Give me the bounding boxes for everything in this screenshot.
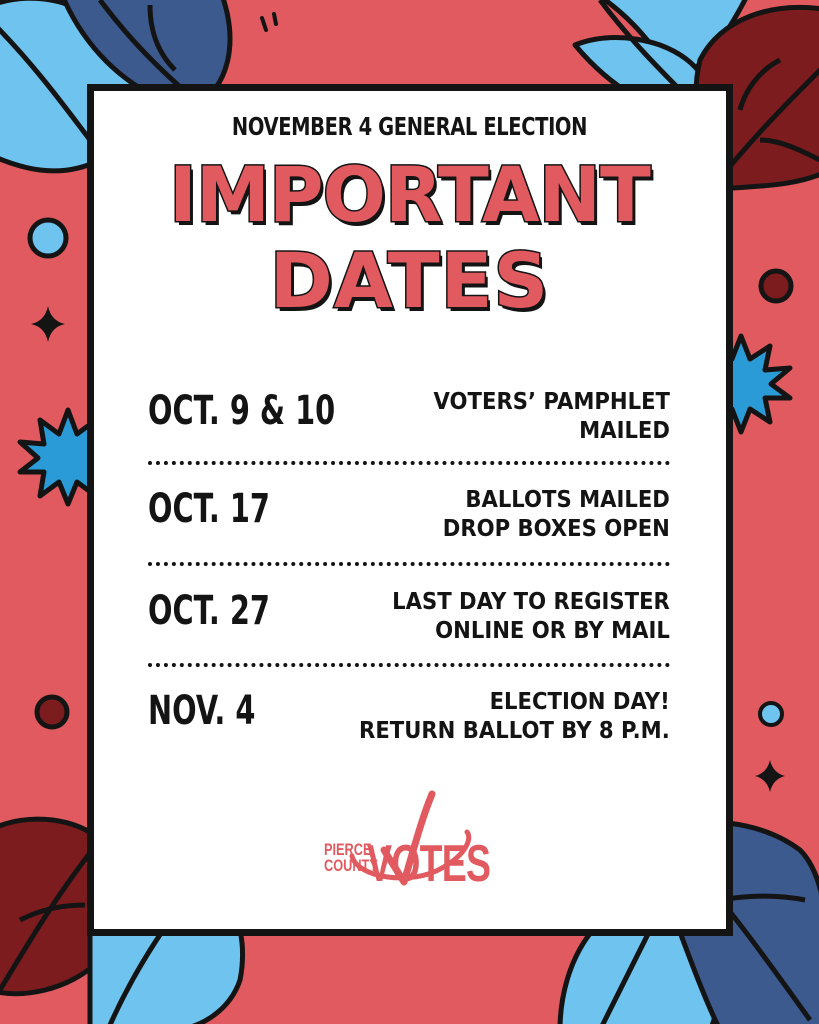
event-line-1: VOTERS’ PAMPHLET [433,389,670,415]
dotted-divider [148,663,670,667]
pierce-county-votes-logo [322,788,492,893]
event-line-1: BALLOTS MAILED [465,487,670,513]
event-line-2: MAILED [579,418,670,444]
title-line-2: DATES [269,236,550,325]
title-line-1: IMPORTANT [169,150,650,239]
event-line-2: RETURN BALLOT BY 8 P.M. [359,718,670,744]
event-description [443,486,670,544]
logo-line-1: PIERCE [324,840,372,859]
event-date: OCT. 27 [148,588,270,634]
dotted-divider [148,461,670,465]
date-row [148,588,670,648]
event-date: NOV. 4 [148,688,256,734]
sparkle-icon [755,760,785,792]
dotted-divider [148,562,670,566]
circle-icon [37,697,67,727]
event-date: OCT. 17 [148,486,270,532]
event-line-1: ELECTION DAY! [489,689,670,715]
date-row [148,688,670,748]
circle-icon [760,703,782,725]
event-description [392,588,670,646]
date-row [148,486,670,546]
event-date: OCT. 9 & 10 [148,388,336,434]
tick-marks [262,14,276,30]
event-line-2: ONLINE OR BY MAIL [435,618,670,644]
logo-line-2: COUNTY [324,856,378,875]
logo-word: VOTES [367,835,491,893]
event-line-1: LAST DAY TO REGISTER [392,589,670,615]
event-description [434,388,670,446]
event-line-2: DROP BOXES OPEN [442,516,670,542]
election-subtitle: NOVEMBER 4 GENERAL ELECTION [231,112,588,141]
date-row [148,388,670,448]
event-description [359,688,670,746]
